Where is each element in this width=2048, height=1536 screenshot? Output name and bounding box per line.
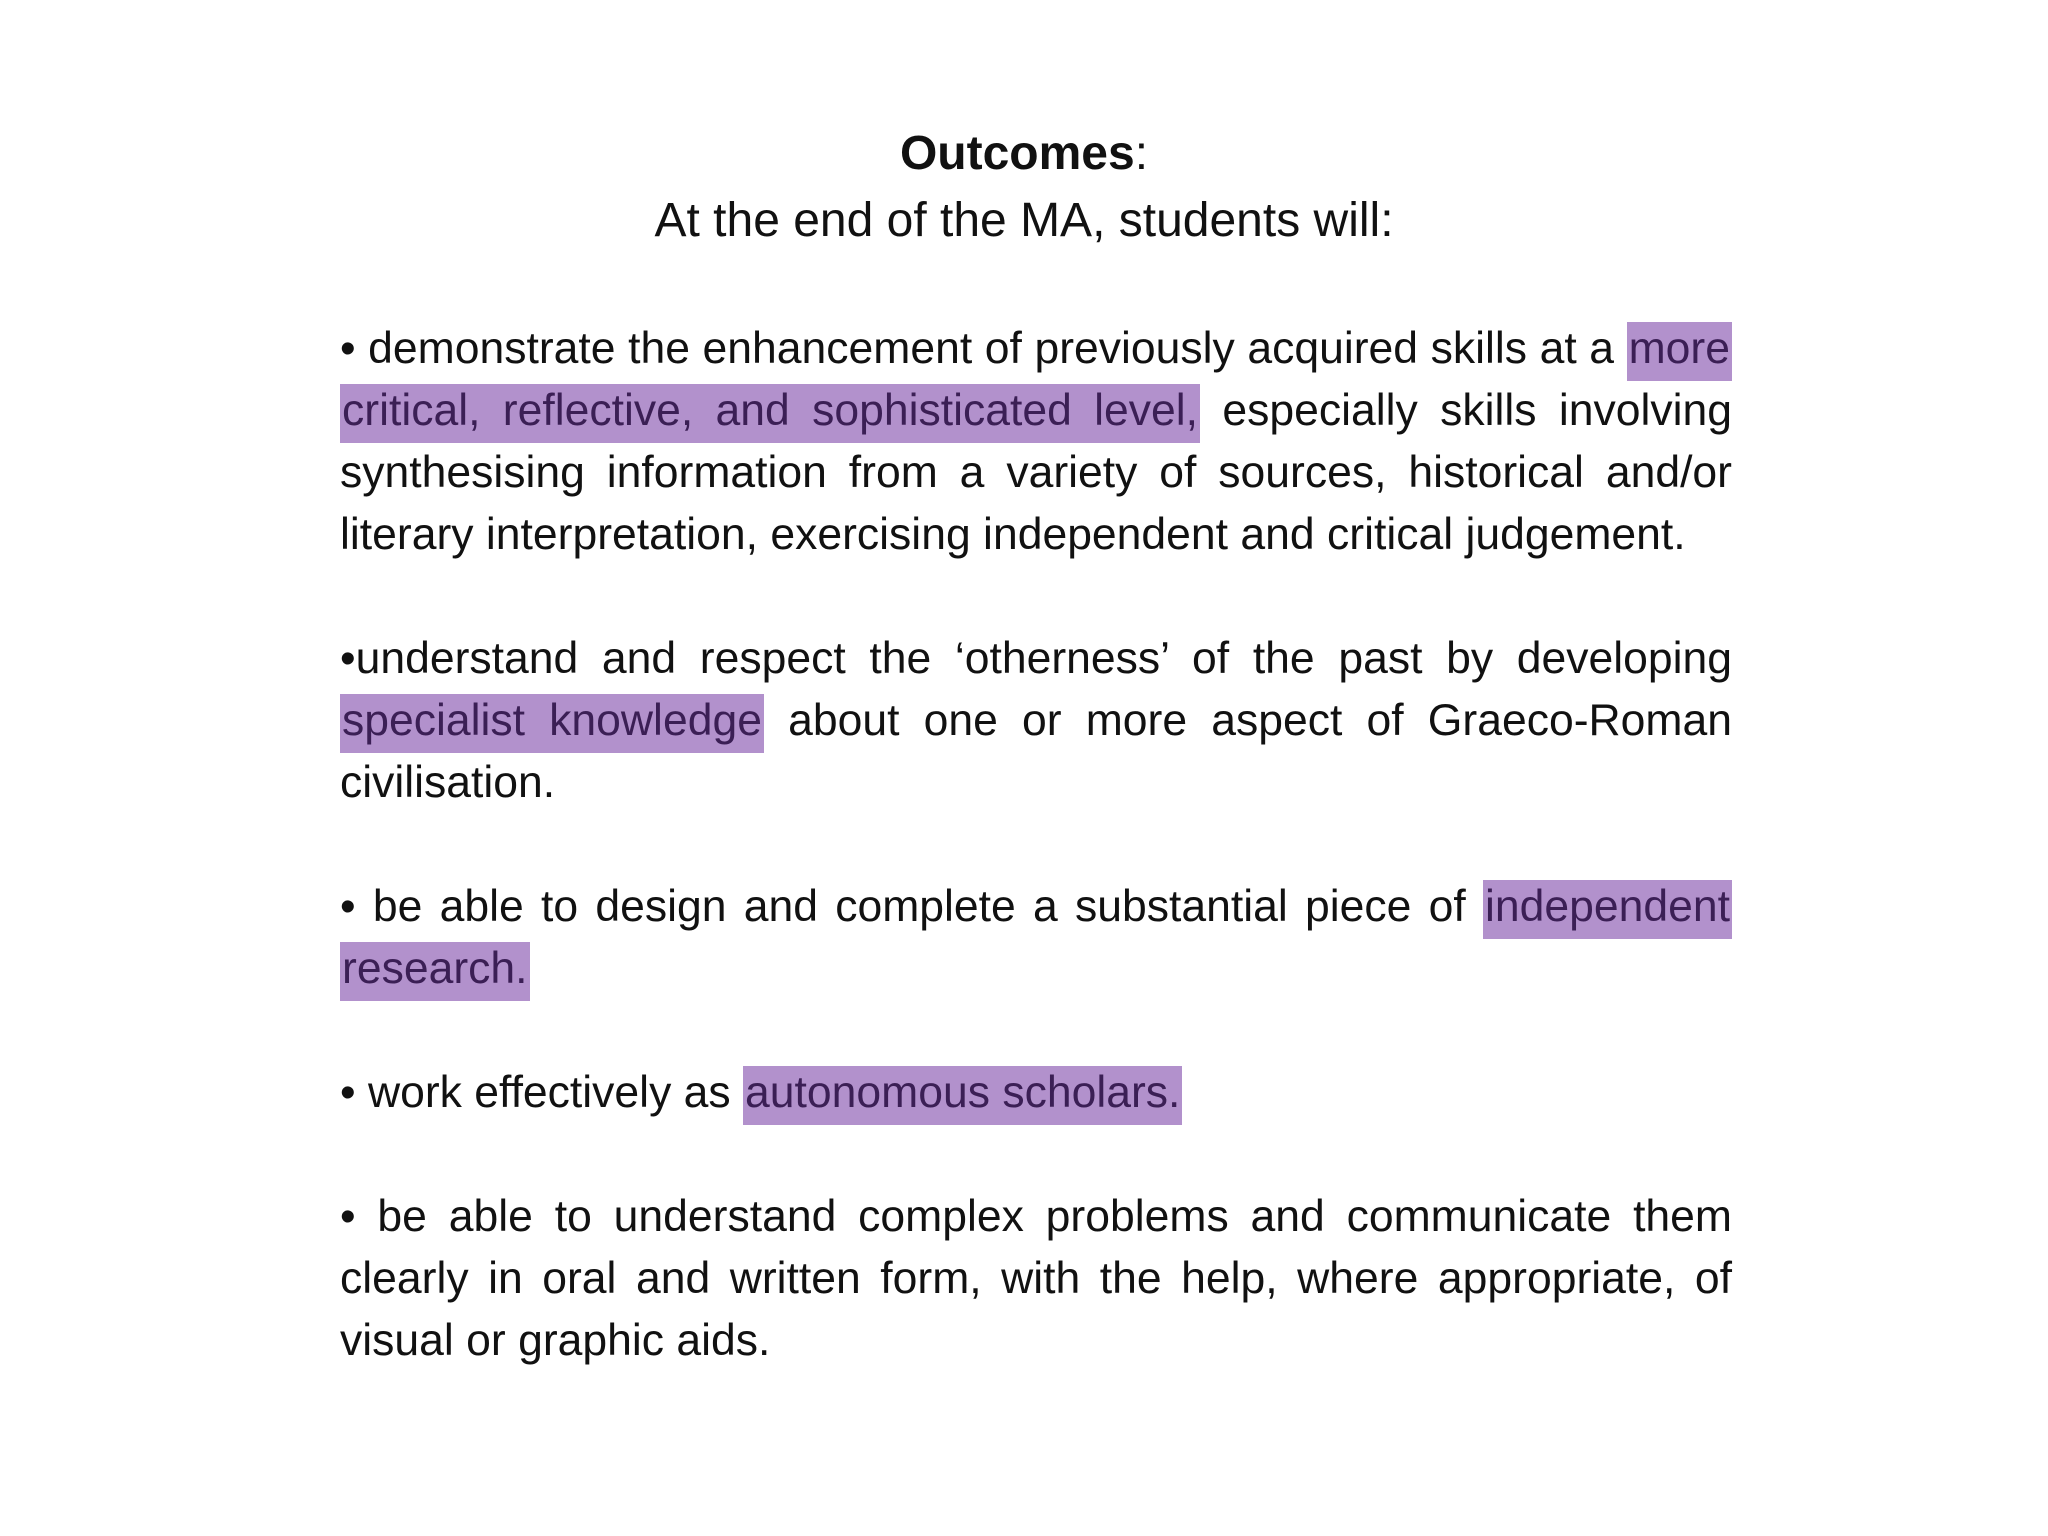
list-item bbox=[340, 628, 1732, 814]
highlighted-text: more critical, reflective, and sophisticated level, bbox=[340, 322, 1732, 443]
title-colon: : bbox=[1134, 127, 1149, 180]
highlighted-text: specialist knowledge bbox=[340, 694, 764, 753]
bullet-text: • work effectively as bbox=[340, 1068, 744, 1117]
bullet-text: •understand and respect the ‘otherness’ of the past by developing bbox=[340, 634, 1732, 683]
highlighted-text: independent research. bbox=[340, 880, 1732, 1001]
spacer bbox=[340, 566, 1732, 628]
list-item bbox=[340, 1186, 1732, 1372]
list-item bbox=[340, 876, 1732, 1000]
slide-subtitle: At the end of the MA, students will: bbox=[654, 194, 1394, 247]
spacer bbox=[340, 1000, 1732, 1062]
bullet-text: • demonstrate the enhancement of previously acquired skills at a bbox=[340, 324, 1627, 373]
title-block bbox=[0, 122, 2048, 256]
bullet-text: about one or more aspect of Graeco-Roman civilisation. bbox=[340, 696, 1732, 807]
slide-title bbox=[0, 122, 2048, 186]
spacer bbox=[340, 814, 1732, 876]
bullet-text: • be able to design and complete a substantial piece of bbox=[340, 882, 1483, 931]
bullet-text: especially skills involving synthesising information from a variety of sources, historical and/or literary interpretation, exercising independent and critical judgement. bbox=[340, 386, 1733, 559]
spacer bbox=[340, 1124, 1732, 1186]
bullet-text: • be able to understand complex problems and communicate them clearly in oral and written form, with the help, where appropriate, of visual or graphic aids. bbox=[340, 1192, 1732, 1365]
outcomes-list bbox=[340, 318, 1732, 1372]
highlighted-text: autonomous scholars. bbox=[743, 1066, 1182, 1125]
list-item bbox=[340, 1062, 1732, 1124]
list-item bbox=[340, 318, 1732, 566]
title-bold: Outcomes bbox=[899, 127, 1135, 180]
